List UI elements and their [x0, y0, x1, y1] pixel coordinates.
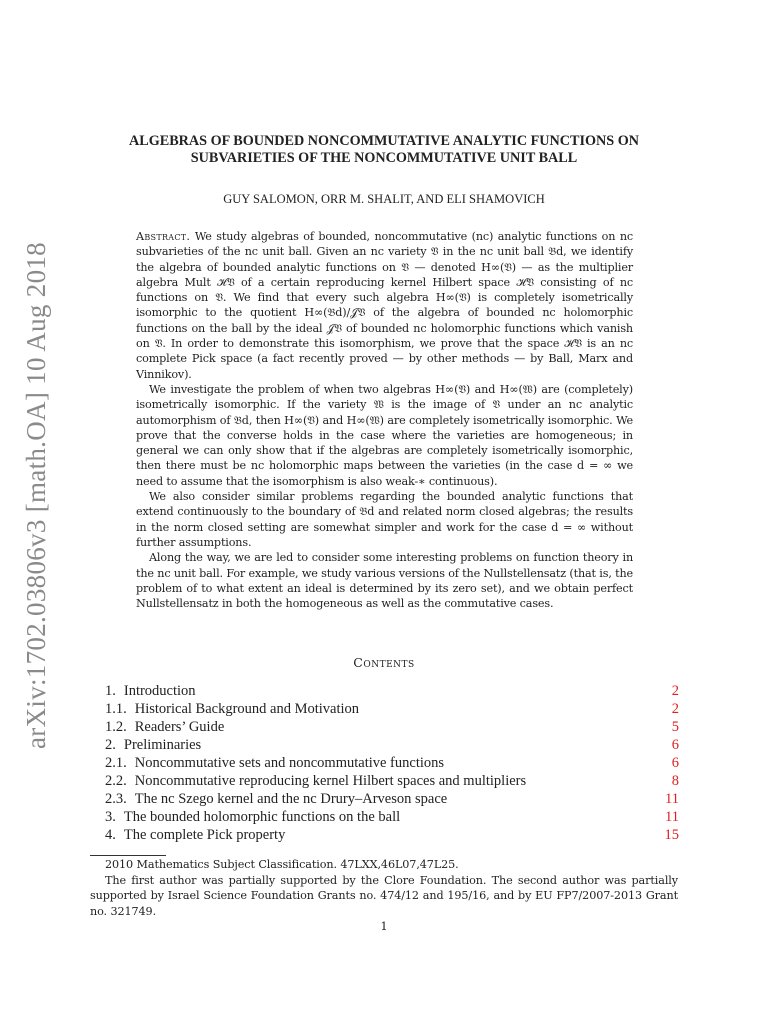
toc-number: 2.3. — [105, 791, 127, 807]
toc-title: Noncommutative sets and noncommutative functions — [134, 755, 445, 771]
footnotes — [90, 857, 678, 919]
toc-number: 2.2. — [105, 773, 127, 789]
toc-page-link[interactable]: 5 — [671, 719, 679, 735]
toc-entry[interactable] — [105, 808, 679, 826]
toc-entry[interactable] — [105, 772, 679, 790]
toc-title: The nc Szego kernel and the nc Drury–Arveson space — [134, 791, 448, 807]
toc-entry[interactable] — [105, 736, 679, 754]
arxiv-sidebar — [14, 241, 58, 749]
toc-page-link[interactable]: 15 — [664, 827, 679, 843]
toc-title: The complete Pick property — [123, 827, 286, 843]
abstract — [136, 229, 633, 611]
toc-title: Noncommutative reproducing kernel Hilbert spaces and multipliers — [134, 773, 527, 789]
toc-number: 1.2. — [105, 719, 127, 735]
abstract-label: Abstract. — [136, 230, 191, 243]
toc-page-link[interactable]: 2 — [671, 683, 679, 699]
toc-entry[interactable] — [105, 790, 679, 808]
footnote-msc: 2010 Mathematics Subject Classification. 47LXX,46L07,47L25. — [105, 858, 459, 871]
toc-page-link[interactable]: 6 — [671, 737, 679, 753]
toc-page-link[interactable]: 2 — [671, 701, 679, 717]
toc-entry[interactable] — [105, 826, 679, 844]
toc-entry[interactable] — [105, 700, 679, 718]
footnote-support: The first author was partially supported by the Clore Foundation. The second author was partially supported by Israel Science Foundation Grants no. 474/12 and 195/16, and by EU FP7/2007-2013 Grant no. 321749. — [90, 873, 678, 918]
toc-number: 1.1. — [105, 701, 127, 717]
toc-page-link[interactable]: 6 — [671, 755, 679, 771]
toc-page-link[interactable]: 11 — [665, 809, 679, 825]
toc-title: Readers’ Guide — [134, 719, 225, 735]
toc-page-link[interactable]: 11 — [665, 791, 679, 807]
toc-number: 2.1. — [105, 755, 127, 771]
abstract-text: We study algebras of bounded, noncommutative (nc) analytic functions on nc subvarieties of the nc unit ball. Given an nc variety 𝔙 in the nc unit ball 𝔅d, we identify the algebra of bounded analytic functions on 𝔙 — denoted H∞(𝔙) — as the multiplier algebra Mult ℋ𝔙 of a certain reproducing kernel Hilbert space ℋ𝔙 consisting of nc functions on 𝔙. We find that every such algebra H∞(𝔙) is completely isometrically isomorphic to the quotient H∞(𝔅d)/𝒥𝔙 of the algebra of bounded nc holomorphic functions on the ball by the ideal 𝒥𝔙 of bounded nc holomorphic functions which vanish on 𝔙. In order to demonstrate this isomorphism, we prove that the space ℋ𝔙 is an nc complete Pick space (a fact recently proved — by other methods — by Ball, Marx and Vinnikov). — [136, 230, 633, 381]
toc-number: 3. — [105, 809, 116, 825]
toc-number: 2. — [105, 737, 116, 753]
abstract-paragraph: We also consider similar problems regarding the bounded analytic functions that extend continuously to the boundary of 𝔅d and related norm closed algebras; the results in the norm closed setting are somewhat simpler and work for the case d = ∞ without further assumptions. — [136, 490, 633, 549]
toc-title: Historical Background and Motivation — [134, 701, 360, 717]
toc-number: 4. — [105, 827, 116, 843]
toc-number: 1. — [105, 683, 116, 699]
toc-entry[interactable] — [105, 682, 679, 700]
abstract-paragraph: Along the way, we are led to consider some interesting problems on function theory in the nc unit ball. For example, we study various versions of the Nullstellensatz (that is, the problem of to what extent an ideal is determined by its zero set), and we obtain perfect Nullstellensatz in both the homogeneous as well as the commutative cases. — [136, 551, 633, 611]
abstract-paragraph — [136, 229, 633, 382]
footnote-rule — [90, 855, 166, 856]
toc-page-link[interactable]: 8 — [671, 773, 679, 789]
table-of-contents — [105, 682, 679, 844]
toc-entry[interactable] — [105, 754, 679, 772]
abstract-paragraph: We investigate the problem of when two algebras H∞(𝔙) and H∞(𝔚) are (completely) isometrically isomorphic. If the variety 𝔚 is the image of 𝔙 under an nc analytic automorphism of 𝔅d, then H∞(𝔙) and H∞(𝔚) are completely isometrically isomorphic. We prove that the converse holds in the case where the varieties are homogeneous; in general we can only show that if the algebras are completely isometrically isomorphic, then there must be nc holomorphic maps between the varieties (in the case d = ∞ we need to assume that the isomorphism is also weak-∗ continuous). — [136, 382, 633, 488]
toc-title: Preliminaries — [123, 737, 202, 753]
paper-authors: GUY SALOMON, ORR M. SHALIT, AND ELI SHAMOVICH — [223, 192, 545, 206]
paper-title: ALGEBRAS OF BOUNDED NONCOMMUTATIVE ANALYTIC FUNCTIONS ON SUBVARIETIES OF THE NONCOMMUTATIVE UNIT BALL — [128, 133, 639, 166]
contents-heading: Contents — [353, 655, 415, 670]
toc-title: Introduction — [123, 683, 196, 699]
arxiv-identifier: arXiv:1702.03806v3 [math.OA] 10 Aug 2018 — [20, 241, 51, 749]
toc-entry[interactable] — [105, 718, 679, 736]
page-number: 1 — [380, 919, 388, 933]
toc-title: The bounded holomorphic functions on the ball — [123, 809, 401, 825]
